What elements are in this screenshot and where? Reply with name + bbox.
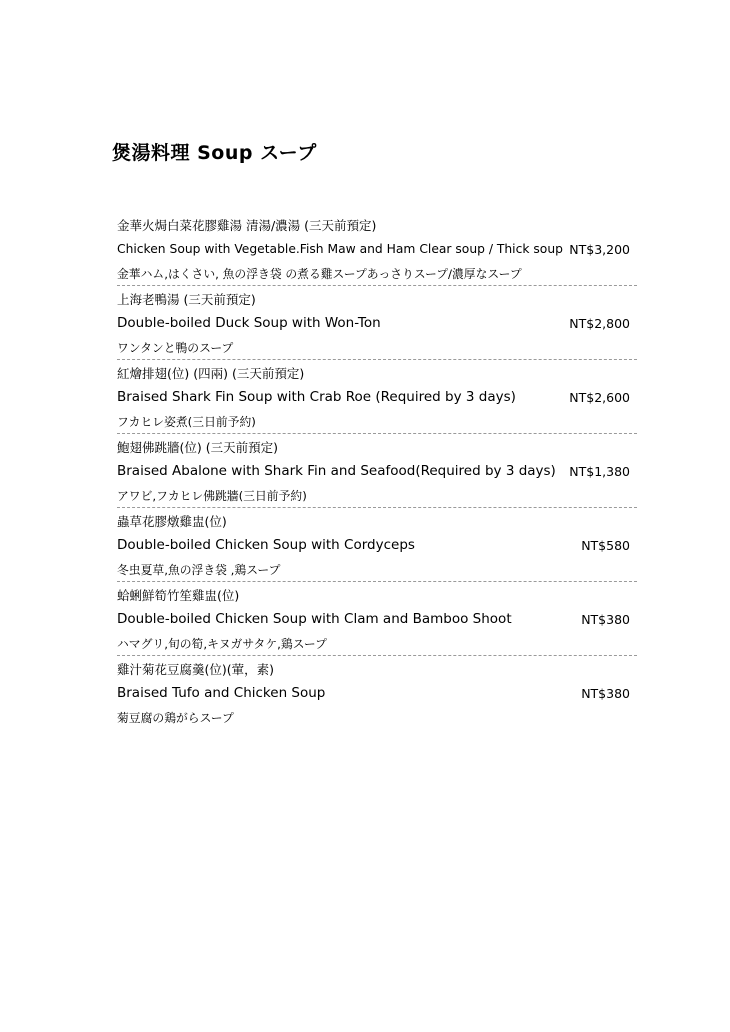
item-name-japanese: ハマグリ,旬の筍,キヌガサタケ,鶏スープ [117, 637, 327, 651]
item-price: NT$1,380 [569, 464, 630, 479]
item-name-chinese: 金華火焗白菜花膠雞湯 清湯/濃湯 (三天前預定) [117, 218, 377, 233]
item-name-japanese: フカヒレ姿煮(三日前予約) [117, 415, 256, 429]
item-name-english: Double-boiled Chicken Soup with Clam and Bamboo Shoot [117, 611, 512, 627]
item-name-japanese: 冬虫夏草,魚の浮き袋 ,鶏スープ [117, 563, 281, 577]
menu-item [117, 212, 637, 286]
item-name-chinese: 雞汁菊花豆腐羹(位)(葷，素) [117, 662, 275, 677]
item-name-japanese: 金華ハム,はくさい, 魚の浮き袋 の煮る雞スープあっさりスープ/濃厚なスープ [117, 267, 522, 281]
item-name-chinese: 紅燴排翅(位) (四兩) (三天前預定) [117, 366, 305, 381]
item-price: NT$380 [581, 612, 630, 627]
item-name-english: Chicken Soup with Vegetable.Fish Maw and Ham Clear soup / Thick soup [117, 242, 563, 256]
menu-item [117, 508, 637, 582]
menu-item [117, 360, 637, 434]
item-name-japanese: 菊豆腐の鶏がらスープ [117, 711, 234, 725]
item-name-english: Braised Shark Fin Soup with Crab Roe (Required by 3 days) [117, 389, 516, 405]
menu-item [117, 286, 637, 360]
menu-item [117, 582, 637, 656]
menu-item [117, 656, 637, 730]
item-price: NT$380 [581, 686, 630, 701]
page-title: 煲湯料理 Soup スープ [112, 142, 317, 164]
item-name-chinese: 上海老鴨湯 (三天前預定) [117, 292, 256, 307]
item-name-chinese: 蟲草花膠燉雞盅(位) [117, 514, 227, 529]
item-price: NT$2,600 [569, 390, 630, 405]
item-name-english: Braised Abalone with Shark Fin and Seafood(Required by 3 days) [117, 463, 556, 479]
menu-list [117, 212, 637, 730]
item-name-japanese: ワンタンと鴨のスープ [117, 341, 234, 355]
item-name-english: Double-boiled Chicken Soup with Cordyceps [117, 537, 415, 553]
item-name-english: Double-boiled Duck Soup with Won-Ton [117, 315, 381, 331]
item-name-chinese: 鮑翅佛跳牆(位) (三天前預定) [117, 440, 278, 455]
item-price: NT$2,800 [569, 316, 630, 331]
item-price: NT$580 [581, 538, 630, 553]
item-name-japanese: アワビ,フカヒレ佛跳牆(三日前予約) [117, 489, 307, 503]
item-name-chinese: 蛤蜊鮮筍竹笙雞盅(位) [117, 588, 240, 603]
item-price: NT$3,200 [569, 242, 630, 257]
menu-item [117, 434, 637, 508]
item-name-english: Braised Tufo and Chicken Soup [117, 685, 326, 701]
